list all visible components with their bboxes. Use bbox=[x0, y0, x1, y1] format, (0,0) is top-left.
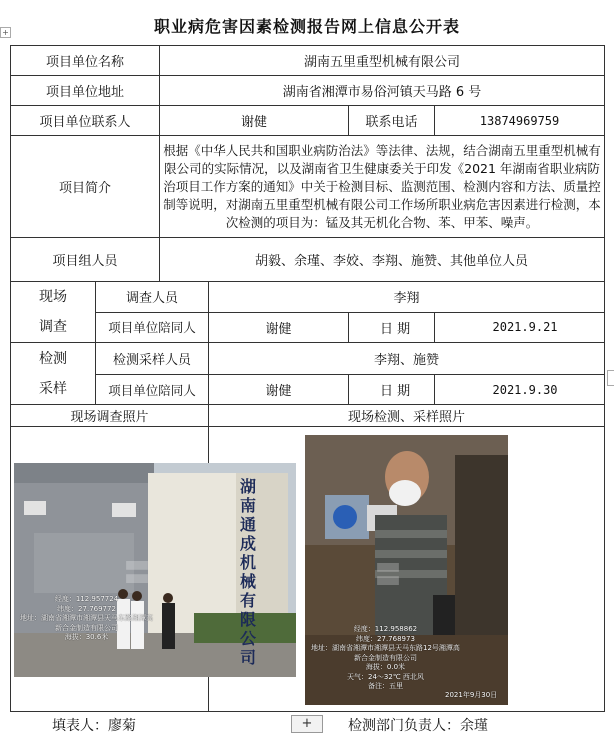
overlay-line: 天气：24～32℃ 西北风 bbox=[347, 672, 424, 681]
unit-name-value: 湖南五里重型机械有限公司 bbox=[160, 46, 605, 76]
report-table bbox=[10, 45, 605, 712]
overlay-line: 新合金制造有限公司 bbox=[353, 653, 417, 662]
investigator-label: 调查人员 bbox=[96, 282, 209, 313]
add-button[interactable]: + bbox=[291, 715, 323, 733]
page-title: 职业病危害因素检测报告网上信息公开表 bbox=[153, 17, 460, 36]
overlay-line: 海拔：30.6米 bbox=[64, 633, 109, 641]
overlay-line: 经度：112.958862 bbox=[353, 625, 418, 633]
members-label: 项目组人员 bbox=[11, 238, 160, 282]
filler-signature: 填表人：廖菊 bbox=[52, 718, 136, 734]
contact-label: 项目单位联系人 bbox=[11, 106, 160, 136]
company-sign: 湖南通成机械有限公司 bbox=[239, 477, 256, 667]
sampling-escort-label: 项目单位陪同人 bbox=[96, 375, 209, 405]
overlay-line: 备注：五里 bbox=[367, 682, 403, 690]
responsible-signature: 检测部门负责人：余瑾 bbox=[348, 718, 488, 734]
sampling-escort-value: 谢健 bbox=[209, 375, 349, 405]
sampler-label: 检测采样人员 bbox=[96, 343, 209, 375]
sampling-label-line2: 采样 bbox=[39, 380, 67, 397]
sampling-date-value: 2021.9.30 bbox=[435, 375, 605, 405]
phone-label: 联系电话 bbox=[349, 106, 435, 136]
overlay-line: 纬度：27.769772 bbox=[57, 604, 116, 613]
survey-label-line2: 调查 bbox=[39, 319, 67, 335]
sampling-photo-header: 现场检测、采样照片 bbox=[209, 405, 605, 427]
sampling-section-label bbox=[11, 343, 96, 405]
sampling-label-line1: 检测 bbox=[39, 350, 67, 367]
investigator-value: 李翔 bbox=[209, 282, 605, 313]
watermark-icon: 〓 bbox=[124, 559, 151, 589]
members-value: 胡毅、余瑾、李姣、李翔、施赞、其他单位人员 bbox=[160, 238, 605, 282]
overlay-line: 新合金制造有限公司 bbox=[55, 623, 118, 632]
sampler-value: 李翔、施赞 bbox=[209, 343, 605, 375]
survey-photo-cell bbox=[11, 427, 256, 712]
phone-value: 13874969759 bbox=[435, 106, 605, 136]
intro-label: 项目简介 bbox=[11, 136, 160, 238]
expand-icon[interactable]: + bbox=[0, 27, 11, 38]
survey-label-line1: 现场 bbox=[39, 289, 67, 305]
scroll-handle[interactable] bbox=[607, 370, 614, 386]
address-label: 项目单位地址 bbox=[11, 76, 160, 106]
survey-section-label bbox=[11, 282, 96, 343]
overlay-line: 地址：湖南省湘潭市湘潭县天马东路12号湘潭高 bbox=[311, 644, 460, 652]
contact-value: 谢健 bbox=[160, 106, 349, 136]
survey-date-value: 2021.9.21 bbox=[435, 312, 605, 343]
sampling-photo bbox=[305, 435, 508, 705]
overlay-line: 纬度：27.768973 bbox=[356, 634, 415, 643]
sampling-date-label: 日 期 bbox=[349, 375, 435, 405]
survey-date-label: 日 期 bbox=[349, 312, 435, 343]
watermark-icon: 〓 bbox=[375, 561, 402, 591]
photo-timestamp: 2021年9月30日 bbox=[445, 691, 498, 699]
survey-photo bbox=[14, 463, 296, 677]
survey-escort-label: 项目单位陪同人 bbox=[96, 312, 209, 343]
survey-overlay-text bbox=[20, 595, 153, 643]
sampling-overlay-text bbox=[311, 625, 460, 692]
survey-photo-header: 现场调查照片 bbox=[11, 405, 209, 427]
survey-escort-value: 谢健 bbox=[209, 312, 349, 343]
overlay-line: 地址：湖南省湘潭市湘潭县天马东路湘潭高 bbox=[20, 614, 153, 622]
overlay-line: 海拔：0.0米 bbox=[365, 663, 406, 671]
address-value: 湖南省湘潭市易俗河镇天马路 6 号 bbox=[160, 76, 605, 106]
unit-name-label: 项目单位名称 bbox=[11, 46, 160, 76]
overlay-line: 经度：112.957724 bbox=[54, 595, 119, 603]
intro-text: 根据《中华人民共和国职业病防治法》等法律、法规，结合湖南五里重型机械有限公司的实际情况，以及湖南省卫生健康委关于印发《2021 年湖南省职业病防治项目工作方案的通知》中关于检测目标、监测范围、检测内容和方法、质量控制等说明，对湖南五里重型机械有限公司工作场所职业病危害因素进行检测，本次检测的项目为：锰及其无机化合物、苯、甲苯、噪声。 bbox=[160, 136, 605, 238]
